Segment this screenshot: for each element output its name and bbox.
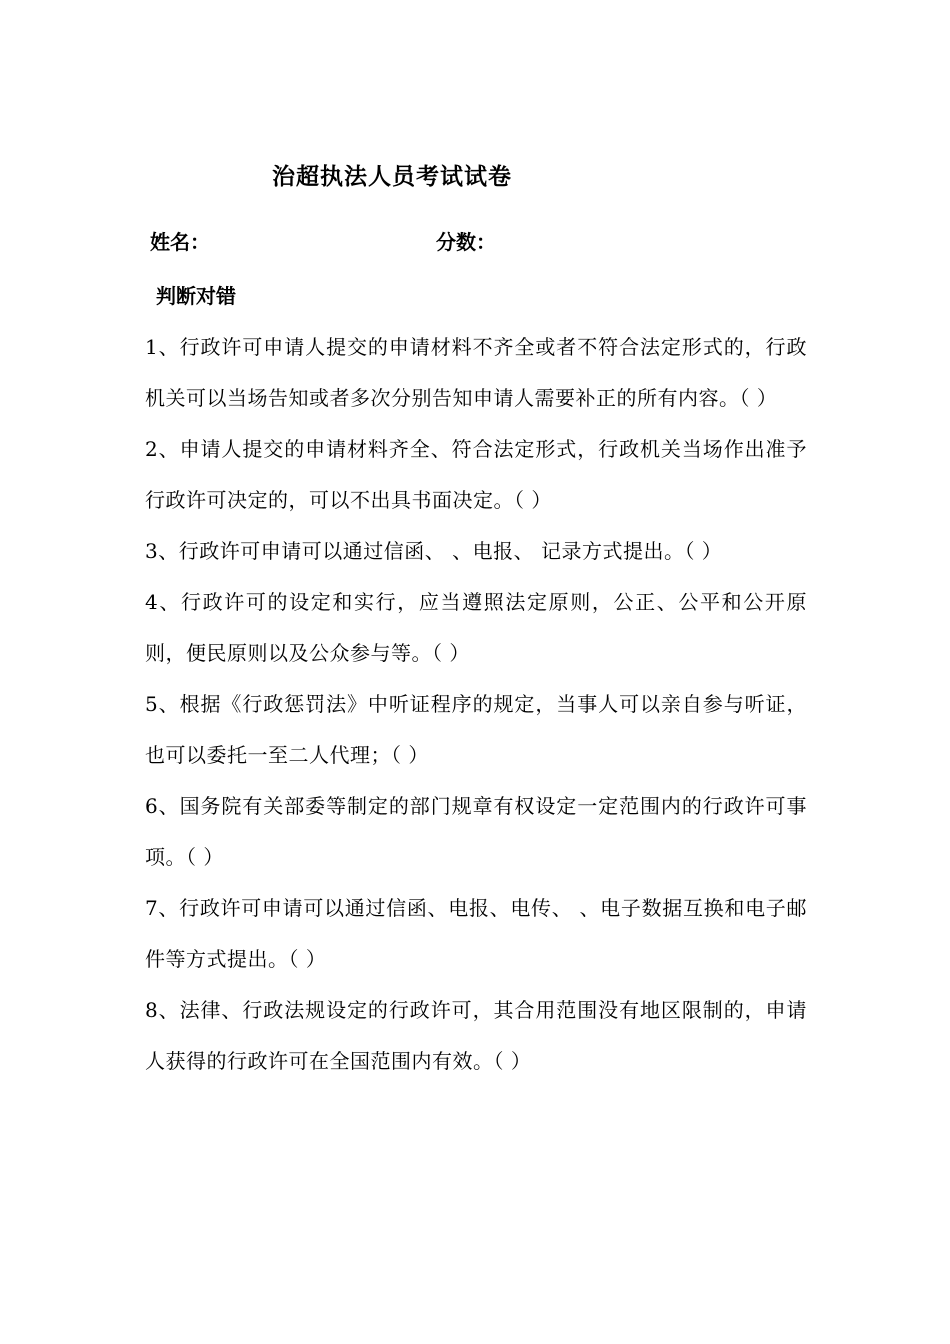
score-label: 分数： [436,230,496,254]
exam-title: 治超执法人员考试试卷 [272,163,512,190]
question-list [145,322,807,1087]
question-8: 8、法律、行政法规设定的行政许可，其合用范围没有地区限制的，申请人获得的行政许可在全国范围内有效。（ ） [145,998,807,1073]
question-5: 5、根据《行政惩罚法》中听证程序的规定，当事人可以亲自参与听证，也可以委托一至二人代理；（ ） [145,692,807,767]
question-3: 3、行政许可申请可以通过信函、 、电报、 记录方式提出。（ ） [145,539,723,563]
question-2: 2、申请人提交的申请材料齐全、符合法定形式，行政机关当场作出准予行政许可决定的，可以不出具书面决定。（ ） [145,437,807,512]
section-title: 判断对错 [156,284,236,308]
name-label: 姓名： [150,230,210,254]
question-6: 6、国务院有关部委等制定的部门规章有权设定一定范围内的行政许可事项。（ ） [145,794,807,869]
question-7: 7、行政许可申请可以通过信函、电报、电传、 、电子数据互换和电子邮件等方式提出。（ ） [145,896,807,971]
question-4: 4、行政许可的设定和实行，应当遵照法定原则，公正、公平和公开原则，便民原则以及公众参与等。（ ） [145,590,807,665]
question-1: 1、行政许可申请人提交的申请材料不齐全或者不符合法定形式的，行政机关可以当场告知或者多次分别告知申请人需要补正的所有内容。（ ） [145,335,807,410]
